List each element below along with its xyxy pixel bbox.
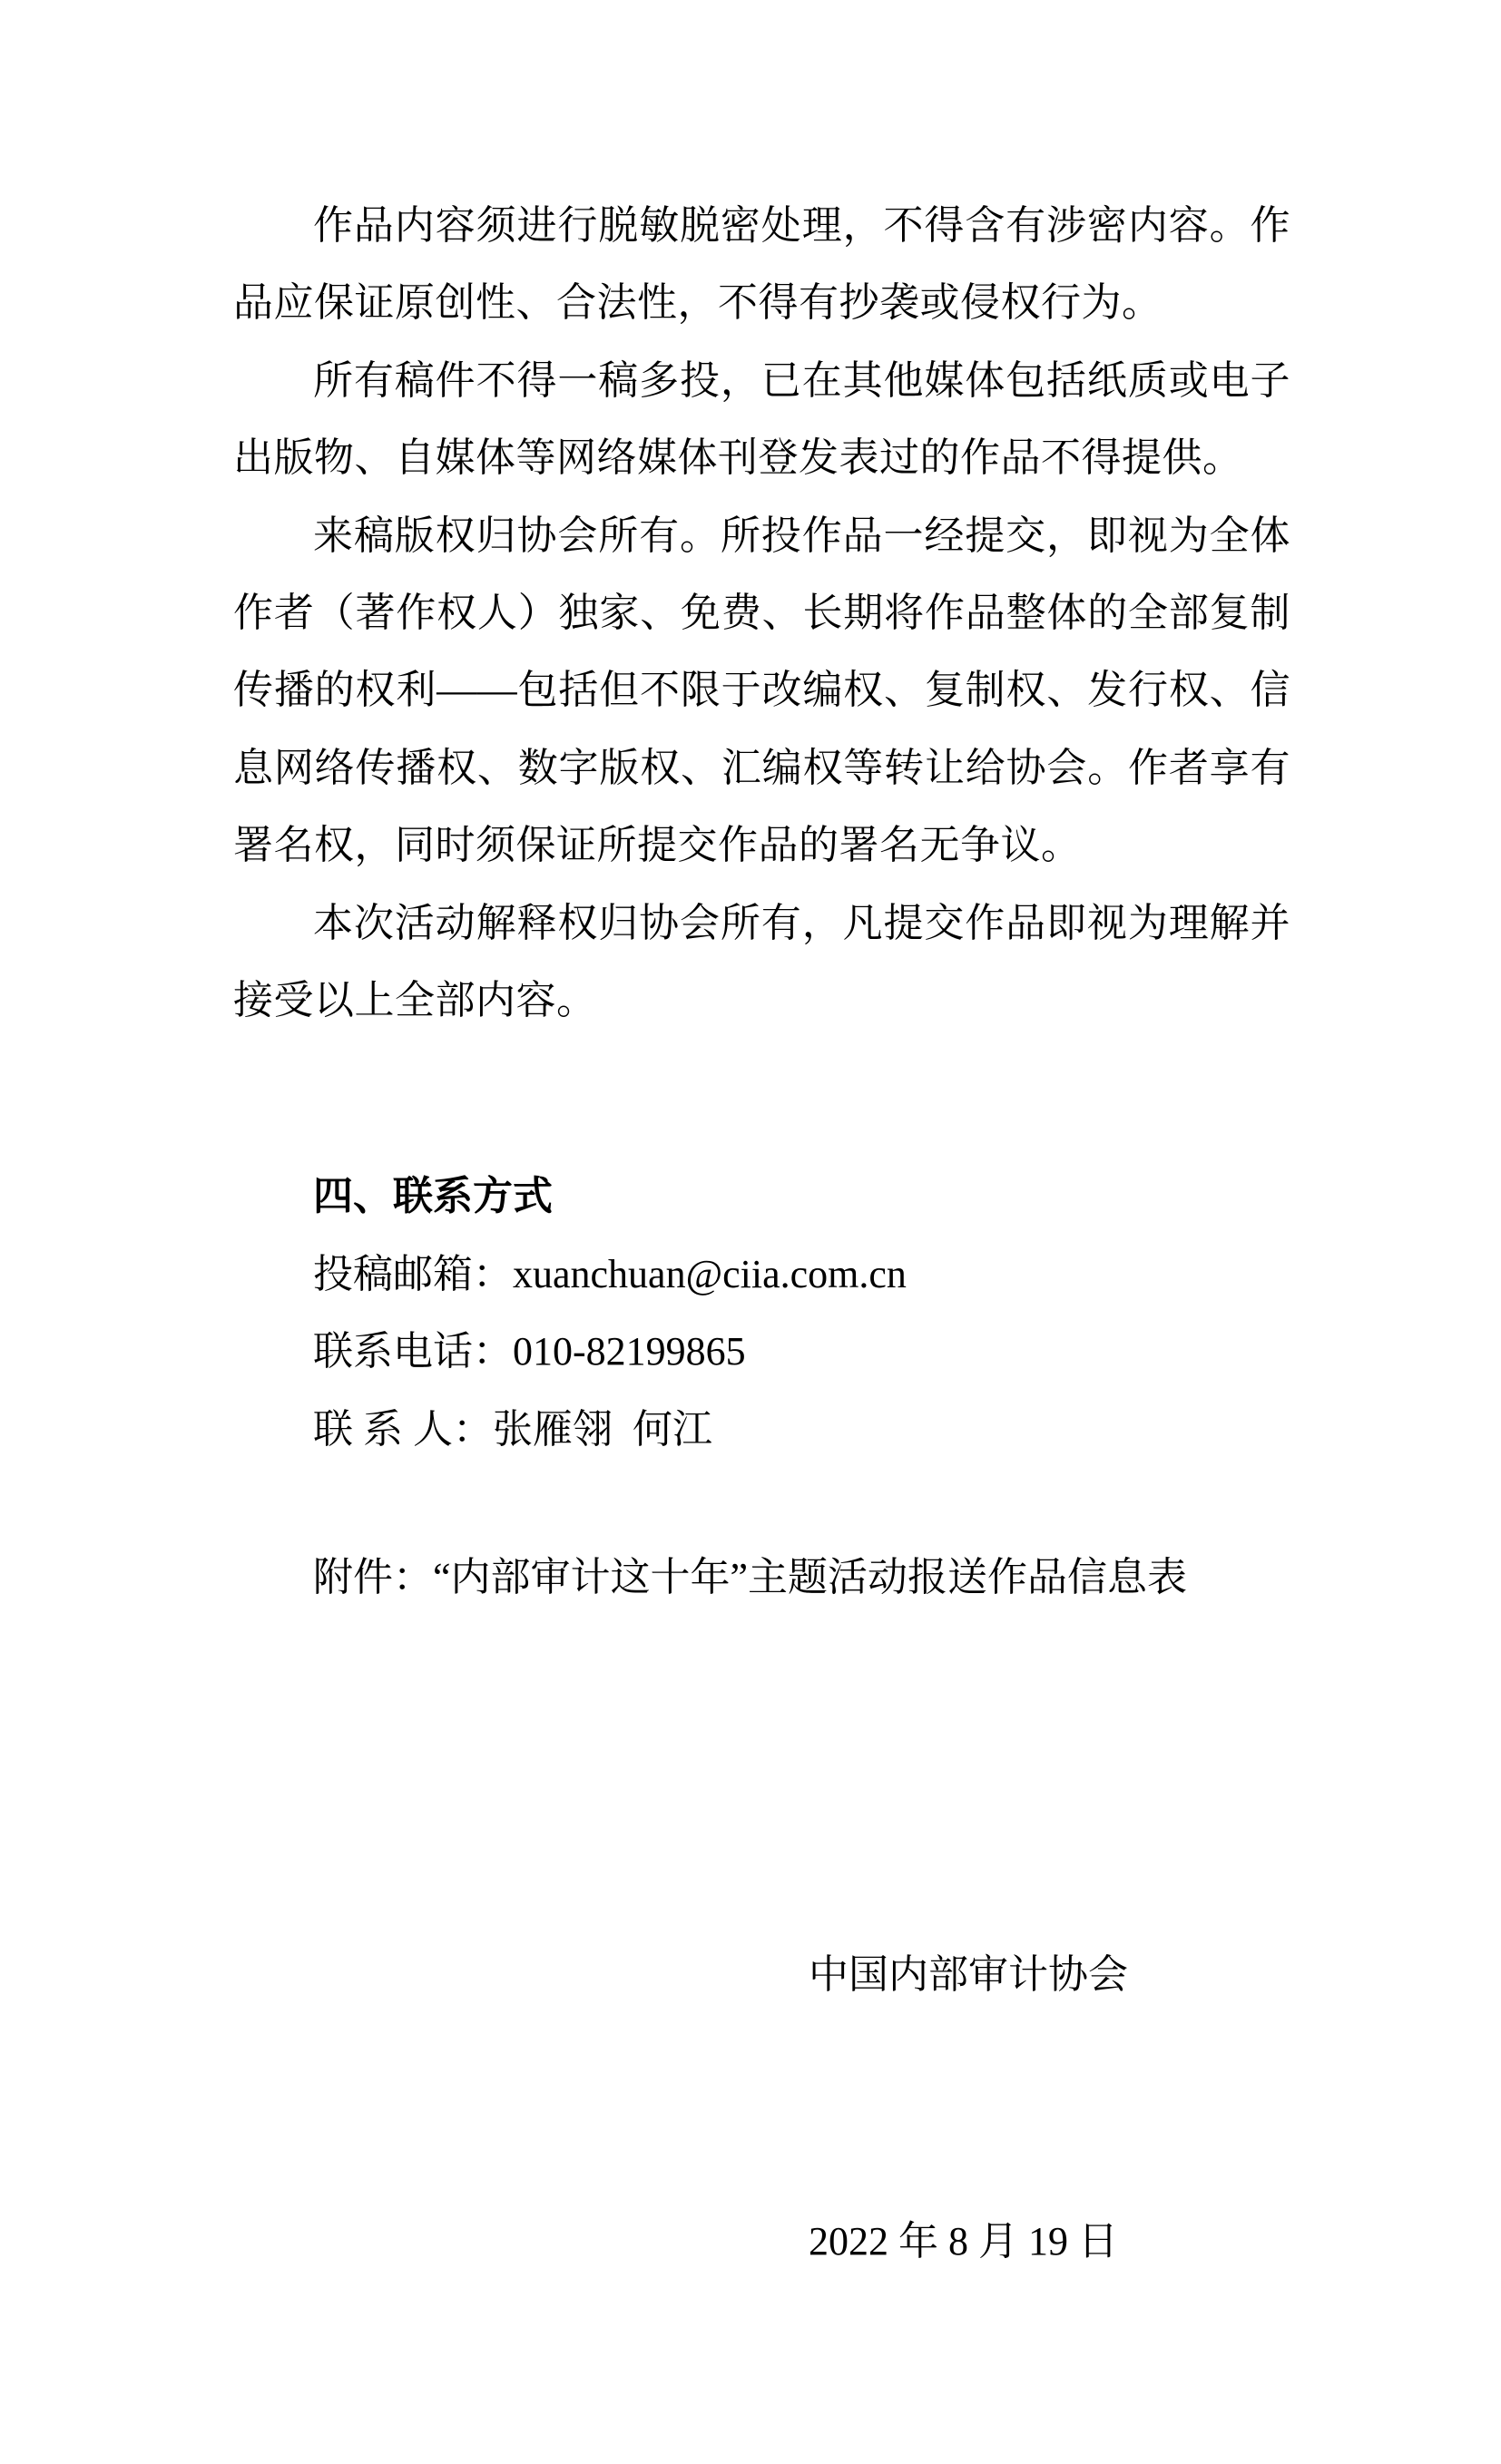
body-paragraphs — [233, 187, 1290, 1039]
signature-block — [809, 1753, 1128, 2464]
signature-organization: 中国内部审计协会 — [809, 1951, 1128, 1997]
paragraph-content-rules: 作品内容须进行脱敏脱密处理，不得含有涉密内容。作品应保证原创性、合法性，不得有抄袭或侵权行为。 — [233, 203, 1290, 326]
paragraph-submission-rules: 所有稿件不得一稿多投，已在其他媒体包括纸质或电子出版物、自媒体等网络媒体刊登发表过的作品不得提供。 — [233, 357, 1290, 481]
contact-person-label: 联 系 人： — [313, 1406, 493, 1452]
signature-date: 2022 年 8 月 19 日 — [809, 2218, 1118, 2264]
contact-email-value: xuanchuan@ciia.com.cn — [513, 1251, 907, 1296]
contact-email-label: 投稿邮箱： — [313, 1251, 513, 1296]
contact-phone-label: 联系电话： — [313, 1329, 513, 1374]
attachment-reference-line: 附件：“内部审计这十年”主题活动报送作品信息表 — [313, 1555, 1188, 1600]
contact-person-line — [233, 1391, 1290, 1468]
paragraph-copyright-rules: 来稿版权归协会所有。所投作品一经提交，即视为全体作者（著作权人）独家、免费、长期将作品整体的全部复制传播的权利——包括但不限于改编权、复制权、发行权、信息网络传播权、数字版权、汇编权等转让给协会。作者享有署名权，同时须保证所提交作品的署名无争议。 — [233, 513, 1290, 868]
contact-person-names: 张雁翎 何江 — [493, 1406, 712, 1452]
section-heading-contact: 四、联系方式 — [313, 1174, 553, 1219]
paragraph-interpretation-rights: 本次活动解释权归协会所有，凡提交作品即视为理解并接受以上全部内容。 — [233, 900, 1290, 1023]
contact-phone-value: 010-82199865 — [513, 1329, 746, 1374]
contact-email-line — [233, 1236, 1290, 1313]
contact-phone-line — [233, 1313, 1290, 1390]
